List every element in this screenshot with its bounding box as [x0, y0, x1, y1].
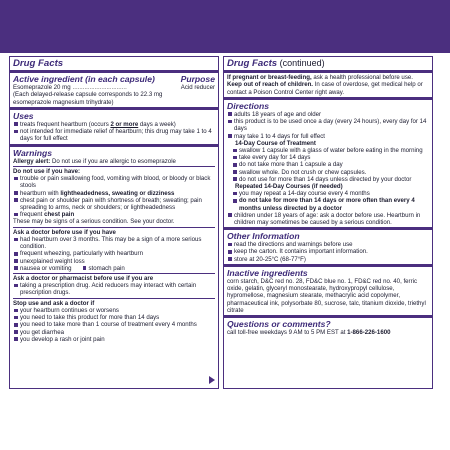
list-item: keep the carton. It contains important information.	[227, 248, 429, 255]
list-item: may take 1 to 4 days for full effect	[227, 133, 429, 140]
directions-section	[224, 101, 432, 226]
list-item: store at 20-25°C (68-77°F)	[227, 256, 429, 263]
panel-title: Drug Facts (continued)	[227, 58, 325, 69]
divider	[13, 273, 215, 274]
list-item: heartburn with lightheadedness, sweating or dizziness	[13, 190, 215, 197]
leader-dots: ................................	[72, 84, 127, 91]
ingredient-purpose: Acid reducer	[180, 84, 215, 91]
divider	[13, 298, 215, 299]
active-ingredient-heading: Active ingredient (in each capsule)	[13, 74, 155, 84]
list-item: nausea or vomiting	[13, 265, 72, 272]
course-heading: 14-Day Course of Treatment	[235, 139, 316, 147]
questions-section	[224, 319, 432, 336]
list-item: trouble or pain swallowing food, vomiting with blood, or bloody or black stools	[13, 175, 215, 189]
active-ingredient-section	[10, 74, 218, 106]
uses-heading: Uses	[13, 110, 34, 121]
divider	[224, 70, 432, 73]
divider	[10, 107, 218, 110]
panel-title: Drug Facts	[13, 58, 64, 69]
divider	[224, 264, 432, 267]
repeat-course-heading: Repeated 14-Day Courses (if needed)	[235, 182, 343, 190]
phone-number: 1-866-226-1600	[347, 329, 391, 337]
continue-arrow-icon	[209, 376, 215, 384]
directions-heading: Directions	[227, 100, 270, 111]
list-item: treats frequent heartburn (occurs 2 or more days a week)	[13, 121, 215, 128]
divider	[224, 315, 432, 318]
list-item: frequent wheezing, particularly with heartburn	[13, 250, 215, 257]
divider	[224, 227, 432, 230]
list-item: you may repeat a 14-day course every 4 months	[227, 190, 429, 197]
list-item: you develop a rash or joint pain	[13, 336, 215, 343]
top-band	[0, 0, 450, 53]
list-item: do not take for more than 14 days or more often than every 4 months unless directed by a doctor	[227, 197, 429, 211]
do-not-use-footer: These may be signs of a serious condition. See your doctor.	[13, 218, 175, 226]
divider	[13, 227, 215, 228]
ask-doctor-heading: Ask a doctor before use if you have	[13, 228, 116, 236]
divider	[10, 70, 218, 73]
ingredient-name: Esomeprazole 20 mg	[13, 84, 71, 91]
list-item: not intended for immediate relief of heartburn; this drug may take 1 to 4 days for full effect	[13, 128, 215, 142]
allergy-alert: Allergy alert: Do not use if you are allergic to esomeprazole	[13, 157, 176, 165]
list-item: children under 18 years of age: ask a doctor before use. Heartburn in children may sometimes be caused by a serious condition.	[227, 212, 429, 226]
stop-use-heading: Stop use and ask a doctor if	[13, 299, 95, 307]
other-information-heading: Other Information	[227, 231, 300, 242]
reach-of-children-warning: Keep out of reach of children. In case of overdose, get medical help or contact a Poison Control Center right away.	[227, 81, 423, 96]
list-item: swallow whole. Do not crush or chew capsules.	[227, 169, 429, 176]
inactive-ingredients-section	[224, 268, 432, 314]
divider	[224, 97, 432, 100]
divider	[13, 166, 215, 167]
uses-section	[10, 111, 218, 143]
other-information-section	[224, 231, 432, 263]
list-item: stomach pain	[82, 265, 125, 272]
list-item: unexplained weight loss	[13, 258, 215, 265]
list-item: you need to take more than 1 course of treatment every 4 months	[13, 321, 215, 328]
divider	[10, 144, 218, 147]
questions-text: call toll-free weekdays 9 AM to 5 PM EST at 1-866-226-1600	[227, 329, 391, 337]
purpose-heading: Purpose	[180, 74, 215, 84]
list-item: you get diarrhea	[13, 329, 215, 336]
do-not-use-heading: Do not use if you have:	[13, 167, 81, 175]
pregnancy-section	[224, 74, 432, 96]
list-item: your heartburn continues or worsens	[13, 307, 215, 314]
warnings-section	[10, 148, 218, 343]
pregnancy-warning: If pregnant or breast-feeding, ask a health professional before use.	[227, 74, 413, 81]
questions-heading: Questions or comments?	[227, 319, 331, 330]
inactive-ingredients-text: corn starch, D&C red no. 28, FD&C blue no. 1, FD&C red no. 40, ferric oxide, gelatin, glyceryl monostearate, hydroxypropyl cellulose, hypromellose, magnesium stearate, methacrylic acid copolymer, pharmaceutical ink, polysorbate 80, sucrose, talc, titanium dioxide, triethyl citrate	[227, 277, 426, 314]
list-item: taking a prescription drug. Acid reducers may interact with certain prescription drugs.	[13, 282, 215, 296]
list-item: do not use for more than 14 days unless directed by your doctor	[227, 176, 429, 183]
list-item: you need to take this product for more than 14 days	[13, 314, 215, 321]
bottom-band	[0, 392, 450, 450]
list-item: take every day for 14 days	[227, 154, 429, 161]
list-item: adults 18 years of age and older	[227, 111, 429, 118]
ingredient-note: (Each delayed-release capsule corresponds to 22.3 mg	[13, 91, 163, 99]
list-item: this product is to be used once a day (every 24 hours), every day for 14 days	[227, 118, 429, 132]
list-item: had heartburn over 3 months. This may be a sign of a more serious condition.	[13, 236, 215, 250]
drug-facts-panel-right	[223, 56, 433, 389]
warnings-heading: Warnings	[13, 147, 52, 158]
inactive-ingredients-heading: Inactive ingredients	[227, 267, 308, 278]
list-item: chest pain or shoulder pain with shortness of breath; sweating; pain spreading to arms, neck or shoulders; or lightheadedness	[13, 197, 215, 211]
list-item: swallow 1 capsule with a glass of water before eating in the morning	[227, 147, 429, 154]
ask-pharmacist-heading: Ask a doctor or pharmacist before use if you are	[13, 274, 154, 282]
list-item: do not take more than 1 capsule a day	[227, 161, 429, 168]
drug-facts-panel-left	[9, 56, 219, 389]
list-item: read the directions and warnings before use	[227, 241, 429, 248]
ingredient-note: esomeprazole magnesium trihydrate)	[13, 98, 114, 106]
list-item: frequent chest pain	[13, 211, 215, 218]
